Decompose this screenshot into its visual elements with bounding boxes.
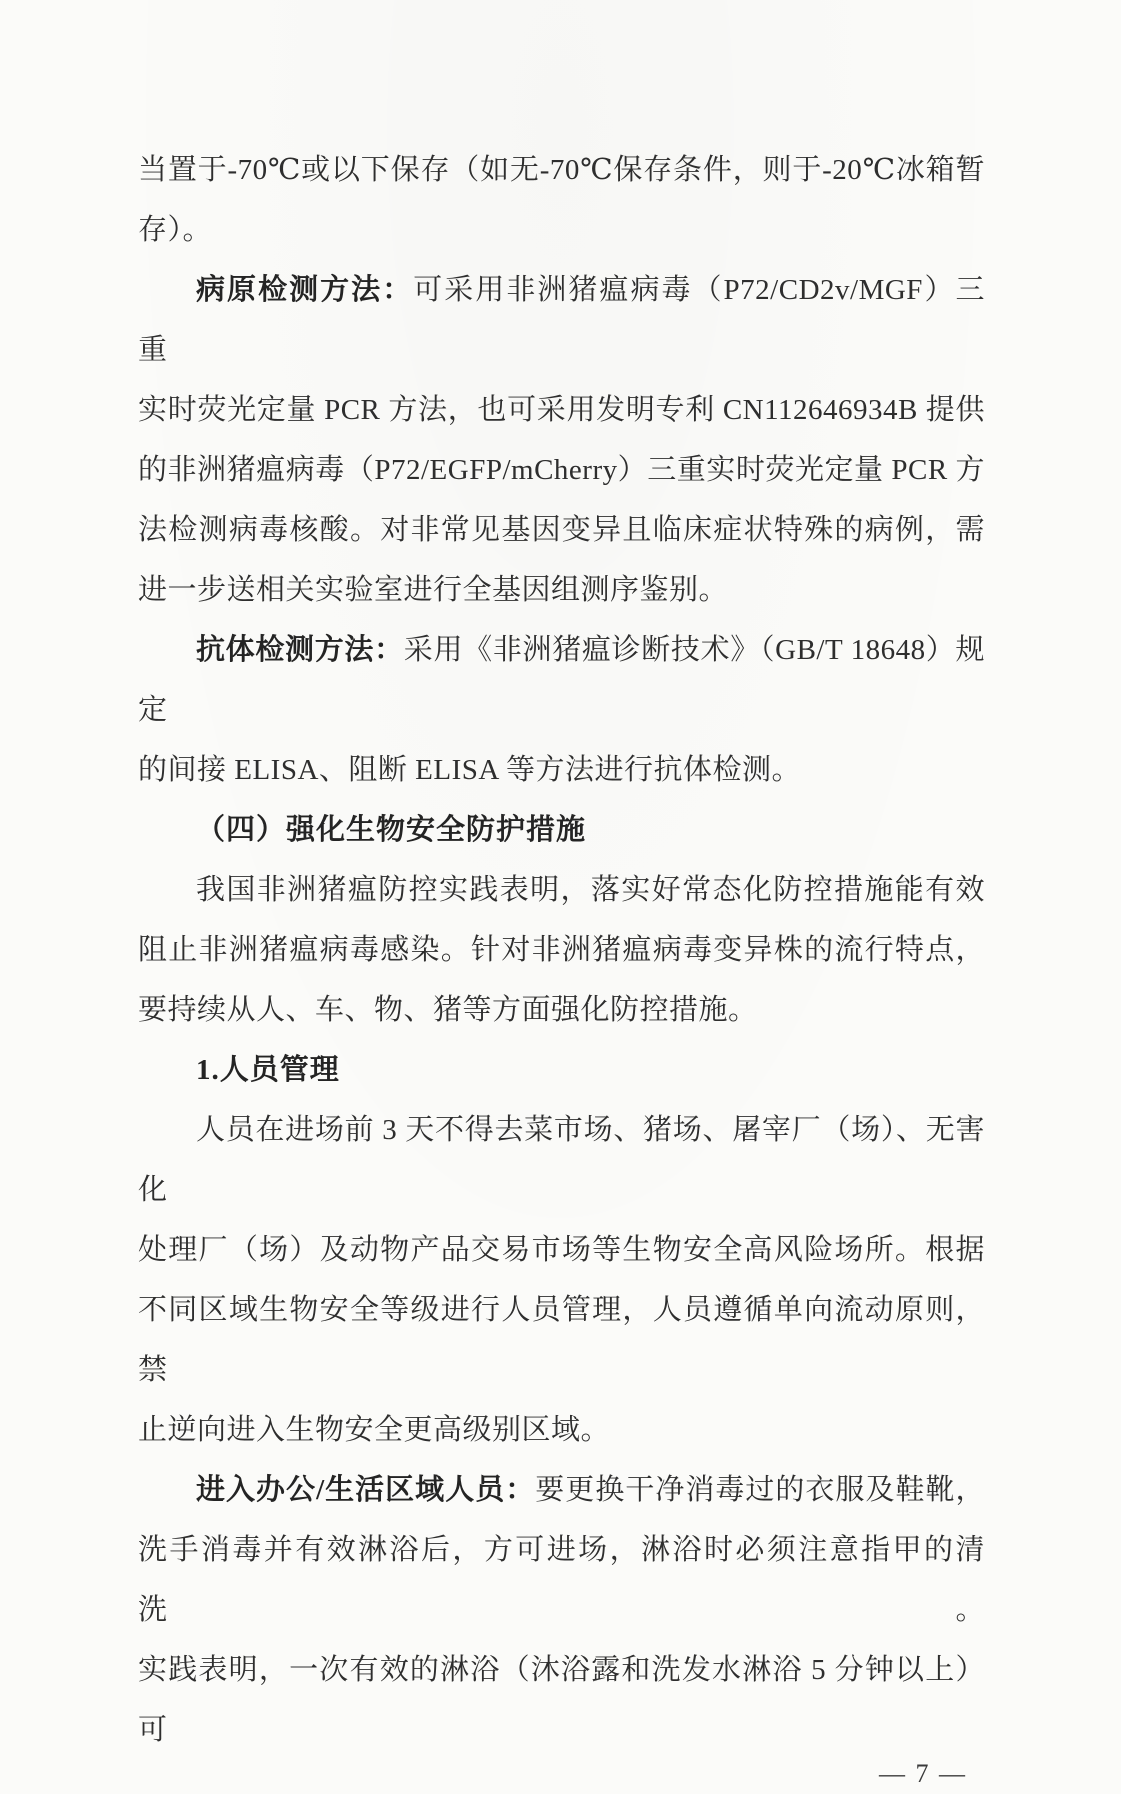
page-number: — 7 —	[879, 1759, 967, 1788]
line-text: 存）。	[138, 214, 213, 246]
line-text: 要持续从人、车、物、猪等方面强化防控措施。	[138, 994, 758, 1026]
text-line	[138, 620, 985, 740]
text-line	[138, 920, 985, 980]
line-text: 人员在进场前 3 天不得去菜市场、猪场、屠宰厂（场）、无害化	[138, 1114, 985, 1206]
line-text: 不同区域生物安全等级进行人员管理，人员遵循单向流动原则，禁	[138, 1294, 985, 1386]
line-text: 止逆向进入生物安全更高级别区域。	[138, 1414, 611, 1446]
line-text: 可采用非洲猪瘟病毒（P72/CD2v/MGF）三重	[138, 274, 985, 366]
text-line	[138, 380, 985, 440]
text-line	[138, 1400, 985, 1460]
line-text: 要更换干净消毒过的衣服及鞋靴，	[535, 1474, 985, 1506]
text-line	[138, 440, 985, 500]
text-line	[138, 500, 985, 560]
line-text: 实践表明，一次有效的淋浴（沐浴露和洗发水淋浴 5 分钟以上）可	[138, 1654, 985, 1746]
text-line	[138, 1280, 985, 1400]
line-text: 采用《非洲猪瘟诊断技术》（GB/T 18648）规定	[138, 634, 985, 726]
bold-lead-text: 病原检测方法：	[196, 274, 414, 306]
subsection-heading-text: 1.人员管理	[196, 1054, 340, 1086]
line-text: 我国非洲猪瘟防控实践表明，落实好常态化防控措施能有效	[196, 874, 985, 906]
text-line	[138, 260, 985, 380]
line-text: 处理厂（场）及动物产品交易市场等生物安全高风险场所。根据	[138, 1234, 985, 1266]
line-text: 实时荧光定量 PCR 方法，也可采用发明专利 CN112646934B 提供	[138, 394, 985, 426]
text-line	[138, 1220, 985, 1280]
line-text: 法检测病毒核酸。对非常见基因变异且临床症状特殊的病例，需	[138, 514, 985, 546]
text-line	[138, 860, 985, 920]
text-line	[138, 740, 985, 800]
text-line	[138, 1460, 985, 1520]
bold-lead-text: 进入办公/生活区域人员：	[196, 1474, 536, 1506]
subsection-heading-line	[138, 1040, 985, 1100]
section-heading-line	[138, 800, 985, 860]
section-heading-text: （四）强化生物安全防护措施	[196, 814, 587, 846]
line-text: 进一步送相关实验室进行全基因组测序鉴别。	[138, 574, 729, 606]
line-text: 洗手消毒并有效淋浴后，方可进场，淋浴时必须注意指甲的清洗。	[138, 1534, 985, 1626]
line-text: 当置于-70℃或以下保存（如无-70℃保存条件，则于-20℃冰箱暂	[138, 154, 985, 186]
text-line	[138, 1640, 985, 1760]
text-line	[138, 1520, 985, 1640]
line-text: 阻止非洲猪瘟病毒感染。针对非洲猪瘟病毒变异株的流行特点，	[138, 934, 985, 966]
text-line	[138, 140, 985, 200]
line-text: 的非洲猪瘟病毒（P72/EGFP/mCherry）三重实时荧光定量 PCR 方	[138, 454, 985, 486]
text-line	[138, 1100, 985, 1220]
text-line	[138, 200, 985, 260]
text-line	[138, 980, 985, 1040]
bold-lead-text: 抗体检测方法：	[196, 634, 404, 666]
line-text: 的间接 ELISA、阻断 ELISA 等方法进行抗体检测。	[138, 754, 801, 786]
text-line	[138, 560, 985, 620]
